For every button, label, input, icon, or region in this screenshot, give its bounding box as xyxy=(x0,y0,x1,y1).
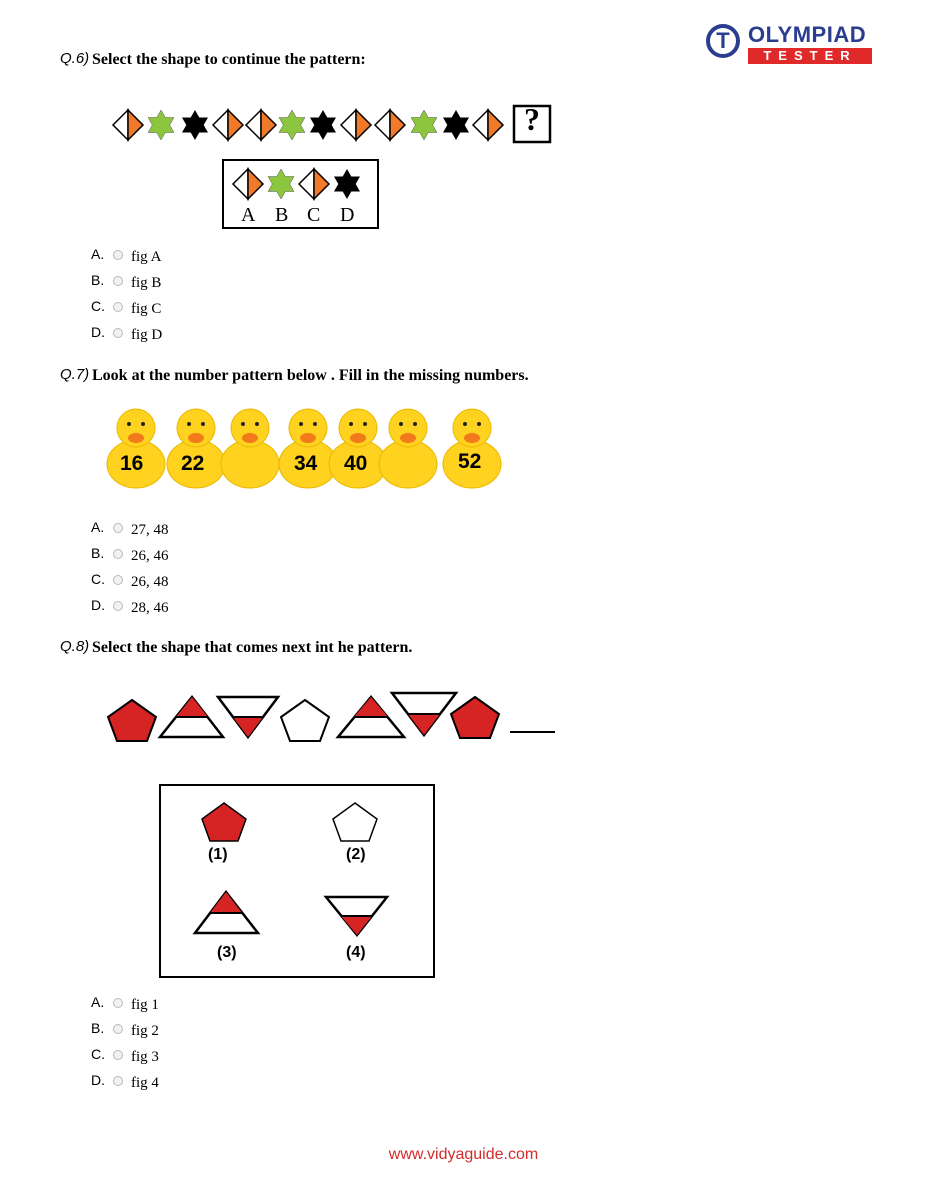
radio-button[interactable] xyxy=(113,549,123,559)
duck-image xyxy=(329,409,387,488)
red-pentagon-shape xyxy=(108,700,156,741)
white-pentagon-shape xyxy=(281,700,329,741)
footer-url[interactable]: www.vidyaguide.com xyxy=(388,1146,539,1163)
diamond-shape xyxy=(375,110,405,140)
duck-number: 40 xyxy=(344,452,368,475)
duck-number: 16 xyxy=(120,452,144,475)
figure-label-1: (1) xyxy=(208,846,228,863)
red-pentagon-shape xyxy=(451,697,499,738)
option-letter: B. xyxy=(91,272,105,288)
duck-image xyxy=(107,409,165,488)
logo-mark: T xyxy=(716,28,730,53)
option-letter: D. xyxy=(91,597,105,613)
black-star-shape xyxy=(443,110,469,140)
radio-button[interactable] xyxy=(113,523,123,533)
question-8-number: Q.8) xyxy=(60,638,90,655)
diamond-shape xyxy=(213,110,243,140)
radio-button[interactable] xyxy=(113,575,123,585)
option-text: 26, 48 xyxy=(131,574,169,590)
answer-figures-box xyxy=(160,785,434,977)
question-8-text: Select the shape that comes next int he pattern. xyxy=(92,639,413,656)
radio-button[interactable] xyxy=(113,250,123,260)
choice-label-c: C xyxy=(307,204,321,226)
duck-image xyxy=(443,409,501,488)
diamond-shape xyxy=(341,110,371,140)
triangle-down-red-bottom xyxy=(233,717,263,737)
choice-label-d: D xyxy=(340,204,355,226)
option-letter: D. xyxy=(91,324,105,340)
question-6-number: Q.6) xyxy=(60,50,90,67)
option-letter: C. xyxy=(91,1046,105,1062)
duck-number: 22 xyxy=(181,452,205,475)
choice-label-b: B xyxy=(275,204,289,226)
option-text: fig 3 xyxy=(131,1049,159,1065)
option-letter: C. xyxy=(91,571,105,587)
radio-button[interactable] xyxy=(113,601,123,611)
option-text: fig 4 xyxy=(131,1075,159,1091)
question-6-figure xyxy=(100,98,560,233)
figure-label-4: (4) xyxy=(346,944,366,961)
option-text: fig 1 xyxy=(131,997,159,1013)
option-letter: A. xyxy=(91,994,105,1010)
black-star-shape xyxy=(310,110,336,140)
radio-button[interactable] xyxy=(113,328,123,338)
figure-label-3: (3) xyxy=(217,944,237,961)
option-text: 27, 48 xyxy=(131,522,169,538)
olympiad-tester-logo xyxy=(706,22,876,68)
diamond-shape xyxy=(113,110,143,140)
pattern-sequence xyxy=(108,693,555,741)
question-mark-label: ? xyxy=(524,101,540,137)
option-text: fig 2 xyxy=(131,1023,159,1039)
black-star-shape xyxy=(182,110,208,140)
duck-image xyxy=(167,409,225,488)
duck-number: 52 xyxy=(458,450,482,473)
radio-button[interactable] xyxy=(113,1076,123,1086)
logo-top-text: OLYMPIAD xyxy=(748,22,867,47)
option-text: fig C xyxy=(131,301,162,317)
option-text: fig D xyxy=(131,327,163,343)
green-star-shape xyxy=(279,110,305,140)
question-7-text: Look at the number pattern below . Fill in the missing numbers. xyxy=(92,367,529,384)
option-letter: B. xyxy=(91,1020,105,1036)
question-7-duck-figure xyxy=(100,398,510,498)
radio-button[interactable] xyxy=(113,1050,123,1060)
figure-label-2: (2) xyxy=(346,846,366,863)
question-7-number: Q.7) xyxy=(60,366,90,383)
question-8-figure xyxy=(100,685,570,985)
option-letter: D. xyxy=(91,1072,105,1088)
logo-bottom-text: TESTER xyxy=(748,48,872,64)
duck-image xyxy=(379,409,437,488)
question-6-text: Select the shape to continue the pattern: xyxy=(92,51,366,68)
radio-button[interactable] xyxy=(113,302,123,312)
option-letter: A. xyxy=(91,246,105,262)
option-text: 28, 46 xyxy=(131,600,169,616)
radio-button[interactable] xyxy=(113,276,123,286)
triangle-up-red-top xyxy=(176,697,208,717)
radio-button[interactable] xyxy=(113,1024,123,1034)
option-text: fig A xyxy=(131,249,162,265)
option-letter: A. xyxy=(91,519,105,535)
option-text: 26, 46 xyxy=(131,548,169,564)
choice-label-a: A xyxy=(241,204,256,226)
duck-image xyxy=(221,409,279,488)
option-letter: B. xyxy=(91,545,105,561)
green-star-shape xyxy=(411,110,437,140)
option-text: fig B xyxy=(131,275,162,291)
duck-image xyxy=(279,409,337,488)
pattern-sequence xyxy=(113,106,550,142)
diamond-shape xyxy=(246,110,276,140)
duck-number: 34 xyxy=(294,452,318,475)
option-letter: C. xyxy=(91,298,105,314)
radio-button[interactable] xyxy=(113,998,123,1008)
diamond-shape xyxy=(473,110,503,140)
green-star-shape xyxy=(148,110,174,140)
